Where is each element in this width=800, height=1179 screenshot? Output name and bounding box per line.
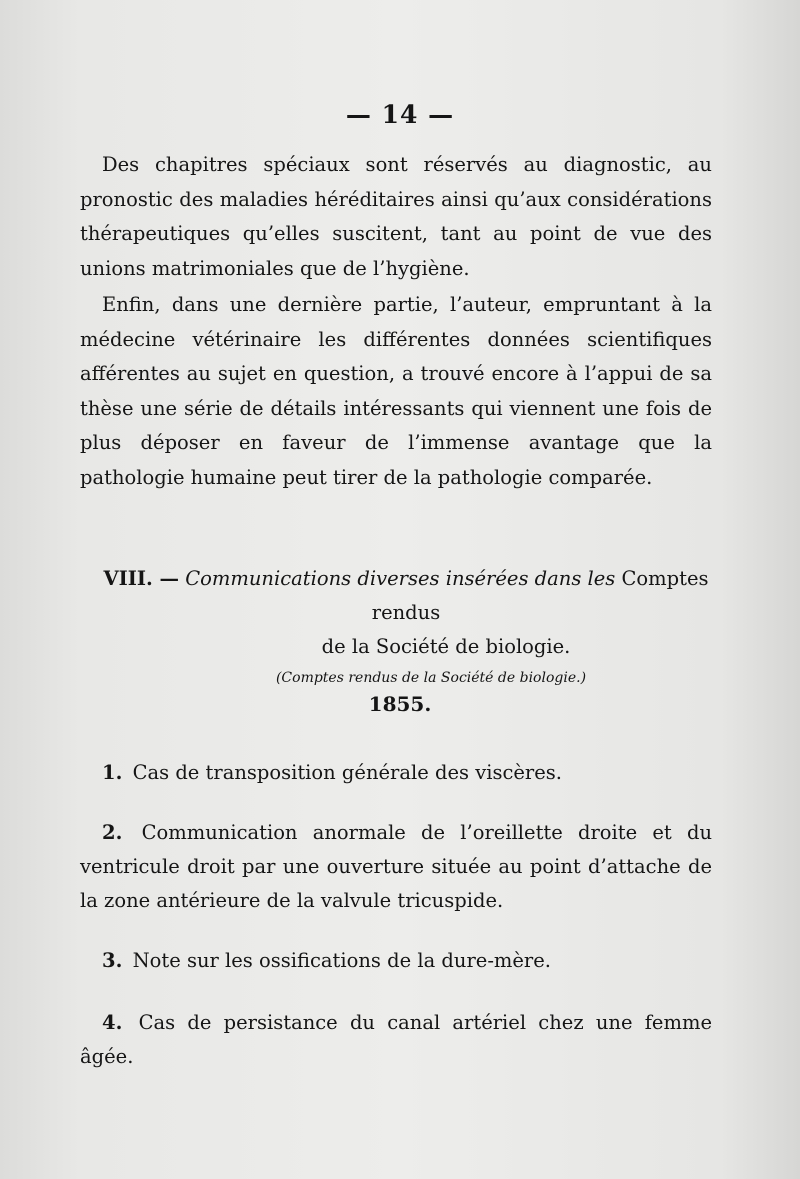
item-index: 1. (102, 761, 123, 784)
item-text: Cas de transposition générale des viscères. (132, 761, 562, 784)
paragraph-diagnostic: Des chapitres spéciaux sont réservés au diagnostic, au pronostic des maladies héréditaires ainsi qu’aux considérations thérapeutiques qu’elles suscitent, tant au point de vue des unions matrimoniales que de l’hygiène. (80, 153, 712, 280)
section-title-regular: Comptes rendus (371, 567, 709, 624)
section-title (100, 562, 712, 630)
list-item (80, 944, 712, 978)
paragraph-veterinary: Enfin, dans une dernière partie, l’auteur, empruntant à la médecine vétérinaire les différentes données scientifiques afférentes au sujet en question, a trouvé encore à l’appui de sa thèse une série de détails intéressants qui viennent une fois de plus déposer en faveur de l’immense avantage que la pathologie humaine peut tirer de la pathologie comparée. (80, 293, 712, 489)
item-index: 4. (102, 1011, 123, 1034)
list-item (80, 1006, 712, 1074)
section-number: VIII. — (103, 567, 180, 590)
item-index: 2. (102, 821, 123, 844)
item-index: 3. (102, 949, 123, 972)
section-source: (Comptes rendus de la Société de biologie.) (275, 670, 587, 686)
section-title-italic: Communications diverses insérées dans les (185, 567, 616, 590)
page-number: — 14 — (345, 100, 455, 129)
list-item (80, 816, 712, 918)
item-text: Cas de persistance du canal artériel chez une femme âgée. (80, 1011, 712, 1068)
section-heading (100, 562, 712, 686)
list-item (80, 756, 712, 790)
item-text: Communication anormale de l’oreillette droite et du ventricule droit par une ouverture située au point d’attache de la zone antérieure de la valvule tricuspide. (80, 821, 712, 912)
section-title-line2: de la Société de biologie. (321, 635, 571, 658)
item-text: Note sur les ossifications de la dure-mère. (132, 949, 551, 972)
body-text (80, 148, 712, 495)
year-heading: 1855. (368, 692, 432, 716)
